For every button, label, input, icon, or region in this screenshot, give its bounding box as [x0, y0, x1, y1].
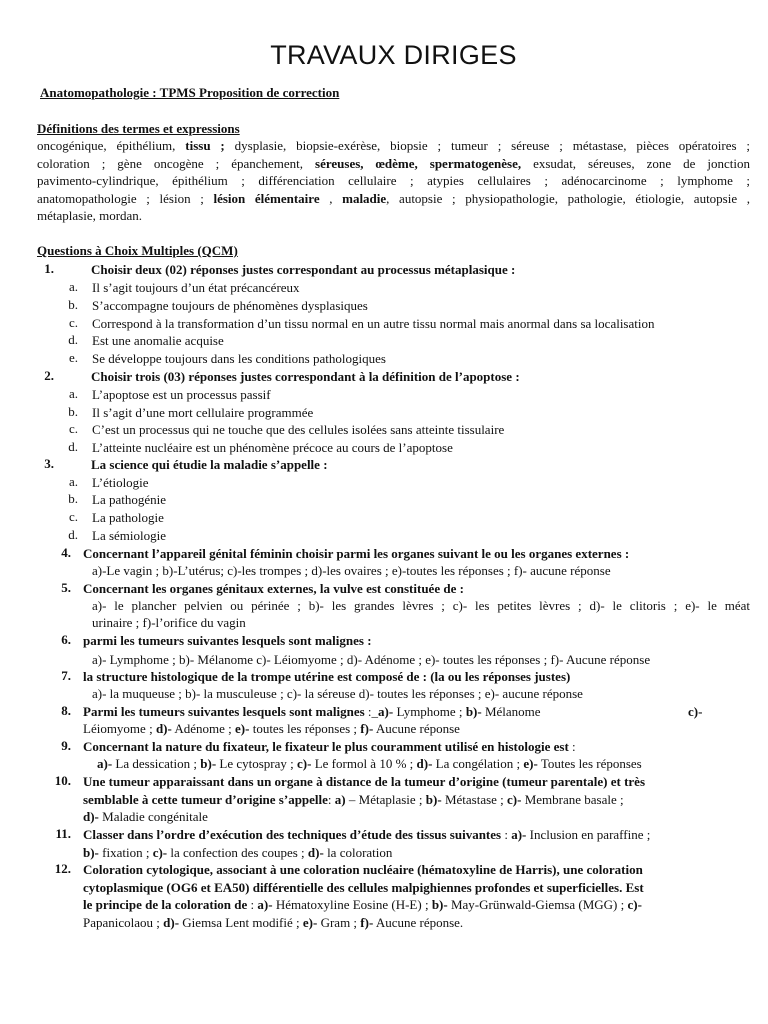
option-text: Il s’agit toujours d’un état précancéreux: [92, 280, 300, 295]
option-label: b)-: [83, 845, 99, 860]
option-text: la coloration: [323, 845, 393, 860]
definition-terms: dysplasie, biopsie-exérèse, biopsie ; tumeur ; séreuse ; métastase, pièces opératoires ;: [224, 138, 751, 153]
question-stem: Choisir trois (03) réponses justes correspondant à la définition de l’apoptose :: [91, 369, 520, 384]
definition-terms: coloration ; gène oncogène ; épanchement,: [37, 155, 316, 171]
option-text: S’accompagne toujours de phénomènes dysplasiques: [92, 298, 368, 313]
question-stem: Concernant les organes génitaux externes, la vulve est constituée de :: [83, 581, 464, 596]
question-line: [83, 826, 650, 843]
option-text: L’apoptose est un processus passif: [92, 387, 271, 402]
option-letter: c.: [68, 315, 78, 330]
option-text: Aucune réponse.: [373, 915, 464, 930]
option-text: Le cytospray ;: [216, 756, 298, 771]
question-stem: parmi les tumeurs suivantes lesquels sont malignes :: [83, 633, 372, 648]
option-label: b)-: [465, 704, 482, 719]
definition-term-bold: lésion élémentaire: [213, 190, 320, 206]
option-text: Lymphome ;: [393, 704, 466, 719]
option-label: d)-: [83, 809, 99, 824]
definition-terms: exsudat, séreuses, zone de jonction: [521, 155, 750, 171]
option-label: e)-: [235, 721, 250, 736]
option-label: a)-: [97, 756, 113, 771]
option-label: c)-: [627, 897, 642, 912]
option-label: c)-: [297, 756, 312, 771]
option-label: e)-: [523, 756, 538, 771]
answer-options-cont: urinaire ; f)-l’orifice du vagin: [92, 615, 246, 630]
option-label: b)-: [200, 756, 217, 771]
option-text: Correspond à la transformation d’un tissu normal en un autre tissu normal mais anormal dans sa localisation: [92, 316, 655, 331]
option-text: fixation ;: [98, 845, 153, 860]
question-stem-cont: cytoplasmique (OG6 et EA50) différentielle des cellules malpighiennes profondes et superficielles. Est: [83, 880, 644, 895]
definitions-line: [37, 207, 750, 225]
answer-options: a)- la muqueuse ; b)- la musculeuse ; c)- la séreuse d)- toutes les réponses ; e)- aucune réponse: [92, 686, 583, 701]
option-letter: b.: [68, 404, 78, 419]
option-letter: c.: [68, 509, 78, 524]
option-label: d)-: [155, 721, 172, 736]
option-text: C’est un processus qui ne touche que des cellules isolées sans atteinte tissulaire: [92, 422, 505, 437]
question-number: 12.: [54, 861, 71, 876]
question-stem: Coloration cytologique, associant à une coloration nucléaire (hématoxyline de Harris), une coloration: [83, 862, 643, 877]
definition-terms: pavimento-cylindrique, épithélium ; différenciation cellulaire ; atypies cellulaires ; adénocarcinome ; lymphome ;: [37, 173, 750, 188]
definition-terms: , autopsie ; physiopathologie, pathologie, étiologie, autopsie ,: [386, 190, 751, 206]
question-stem: la structure histologique de la trompe utérine est composé de : (la ou les réponses justes): [83, 669, 571, 684]
option-text: Maladie congénitale: [98, 809, 208, 824]
option-text: La pathologie: [92, 510, 164, 525]
question-line: [83, 720, 460, 737]
option-label: c)-: [688, 704, 703, 719]
question-stem-cont: semblable à cette tumeur d’origine s’appelle: [83, 792, 328, 807]
question-stem: Classer dans l’ordre d’exécution des techniques d’étude des tissus suivantes: [83, 827, 502, 842]
option-label: b)-: [425, 792, 442, 807]
option-text: Le formol à 10 % ;: [311, 756, 417, 771]
question-line: [83, 703, 541, 720]
question-stem-cont: le principe de la coloration de: [83, 897, 248, 912]
option-text: Giemsa Lent modifié ;: [179, 915, 303, 930]
question-line: [83, 738, 576, 755]
definitions-text: [37, 137, 750, 225]
option-label: e)-: [302, 915, 318, 930]
option-text: La congélation ;: [432, 756, 524, 771]
option-label: c)-: [152, 845, 168, 860]
option-text: Mélanome: [481, 704, 541, 719]
definitions-line: [37, 190, 750, 208]
option-letter: e.: [68, 350, 78, 365]
question-line: [83, 844, 392, 861]
option-label: d)-: [416, 756, 433, 771]
question-stem: Choisir deux (02) réponses justes correspondant au processus métaplasique :: [91, 262, 516, 277]
option-text: La pathogénie: [92, 492, 166, 507]
question-line: [83, 791, 624, 808]
definitions-heading: Définitions des termes et expressions: [37, 121, 240, 136]
question-stem: Une tumeur apparaissant dans un organe à distance de la tumeur d’origine (tumeur parentale) et très: [83, 774, 646, 789]
question-number: 8.: [61, 703, 71, 718]
definition-term-bold: tissu ;: [185, 138, 225, 153]
question-stem: Concernant l’appareil génital féminin choisir parmi les organes suivant le ou les organes externes :: [83, 546, 630, 561]
option-label: f)-: [360, 915, 374, 930]
definition-terms: ,: [319, 190, 343, 206]
definition-terms: métaplasie, mordan.: [37, 208, 143, 223]
question-line: [83, 808, 208, 825]
option-text: L’étiologie: [92, 475, 149, 490]
option-label: a): [334, 792, 346, 807]
page-title: TRAVAUX DIRIGES: [270, 40, 517, 70]
option-text: toutes les réponses ;: [249, 721, 361, 736]
definitions-line: [37, 172, 750, 190]
answer-options: a)-Le vagin ; b)-L’utérus; c)-les trompes ; d)-les ovaires ; e)-toutes les réponses ; f)- aucune réponse: [92, 563, 611, 578]
option-text: La sémiologie: [92, 528, 167, 543]
question-number: 10.: [54, 773, 71, 788]
option-text: Aucune réponse: [373, 721, 460, 736]
stem-tail: :: [568, 739, 576, 754]
option-text: Adénome ;: [171, 721, 236, 736]
course-subtitle: Anatomopathologie : TPMS Proposition de correction: [40, 85, 340, 100]
option-text: L’atteinte nucléaire est un phénomène précoce au cours de l’apoptose: [92, 440, 453, 455]
question-number: 3.: [44, 456, 54, 471]
answer-options: a)- le plancher pelvien ou périnée ; b)- les grandes lèvres ; c)- les petites lèvres ; d)- le clitoris ; e)- le méat: [92, 598, 750, 613]
definition-terms: anatomopathologie ; lésion ;: [37, 190, 214, 206]
question-number: 5.: [61, 580, 71, 595]
option-text: Membrane basale ;: [521, 792, 624, 807]
question-number: 6.: [61, 632, 71, 647]
option-text: – Métaplasie ;: [345, 792, 426, 807]
option-label: b)-: [431, 897, 448, 912]
stem-colon: :: [247, 897, 258, 912]
question-stem: La science qui étudie la maladie s’appelle :: [91, 457, 328, 472]
option-text: La dessication ;: [112, 756, 201, 771]
option-letter: a.: [68, 474, 78, 489]
option-letter: d.: [68, 527, 78, 542]
question-line: [83, 896, 642, 913]
question-number: 11.: [55, 826, 71, 841]
question-line: [97, 755, 642, 772]
option-letter: b.: [68, 297, 78, 312]
option-letter: a.: [68, 386, 78, 401]
option-text: Léiomyome ;: [83, 721, 156, 736]
question-stem: Concernant la nature du fixateur, le fixateur le plus couramment utilisé en histologie est: [83, 739, 569, 754]
option-text: la confection des coupes ;: [167, 845, 308, 860]
option-label: d)-: [307, 845, 324, 860]
question-number: 9.: [61, 738, 71, 753]
option-letter: c.: [68, 421, 78, 436]
definitions-line: [37, 137, 750, 155]
option-text: Inclusion en paraffine ;: [526, 827, 651, 842]
question-number: 7.: [61, 668, 71, 683]
option-text: Est une anomalie acquise: [92, 333, 224, 348]
question-number: 4.: [61, 545, 71, 560]
definition-term-bold: séreuses, œdème, spermatogenèse,: [315, 155, 522, 171]
question-line: [83, 914, 463, 931]
stem-separator: :_: [364, 704, 379, 719]
option-text: Se développe toujours dans les conditions pathologiques: [92, 351, 386, 366]
option-text: Métastase ;: [441, 792, 508, 807]
stem-colon: :: [501, 827, 512, 842]
option-letter: b.: [68, 491, 78, 506]
option-text: Papanicolaou ;: [83, 915, 164, 930]
option-text: Il s’agit d’une mort cellulaire programmée: [92, 405, 314, 420]
option-label: c)-: [507, 792, 522, 807]
definitions-line: [37, 155, 750, 173]
definition-term-bold: maladie: [342, 190, 387, 206]
definition-terms: oncogénique, épithélium,: [37, 138, 186, 153]
stem-colon: :: [327, 792, 335, 807]
question-number: 1.: [44, 261, 54, 276]
option-letter: d.: [68, 439, 78, 454]
option-text: Toutes les réponses: [537, 756, 642, 771]
option-label: a)-: [378, 704, 394, 719]
option-text: Gram ;: [317, 915, 361, 930]
option-label: f)-: [360, 721, 374, 736]
option-text: Hématoxyline Eosine (H-E) ;: [272, 897, 432, 912]
answer-options: a)- Lymphome ; b)- Mélanome c)- Léiomyome ; d)- Adénome ; e)- toutes les réponses ; f)- Aucune réponse: [92, 652, 651, 667]
option-label: a)-: [511, 827, 527, 842]
question-stem: Parmi les tumeurs suivantes lesquels sont malignes: [83, 704, 365, 719]
option-letter: d.: [68, 332, 78, 347]
option-letter: a.: [68, 279, 78, 294]
question-number: 2.: [44, 368, 54, 383]
option-text: May-Grünwald-Giemsa (MGG) ;: [447, 897, 628, 912]
qcm-heading: Questions à Choix Multiples (QCM): [37, 243, 238, 258]
option-label: a)-: [257, 897, 273, 912]
option-label: d)-: [163, 915, 180, 930]
